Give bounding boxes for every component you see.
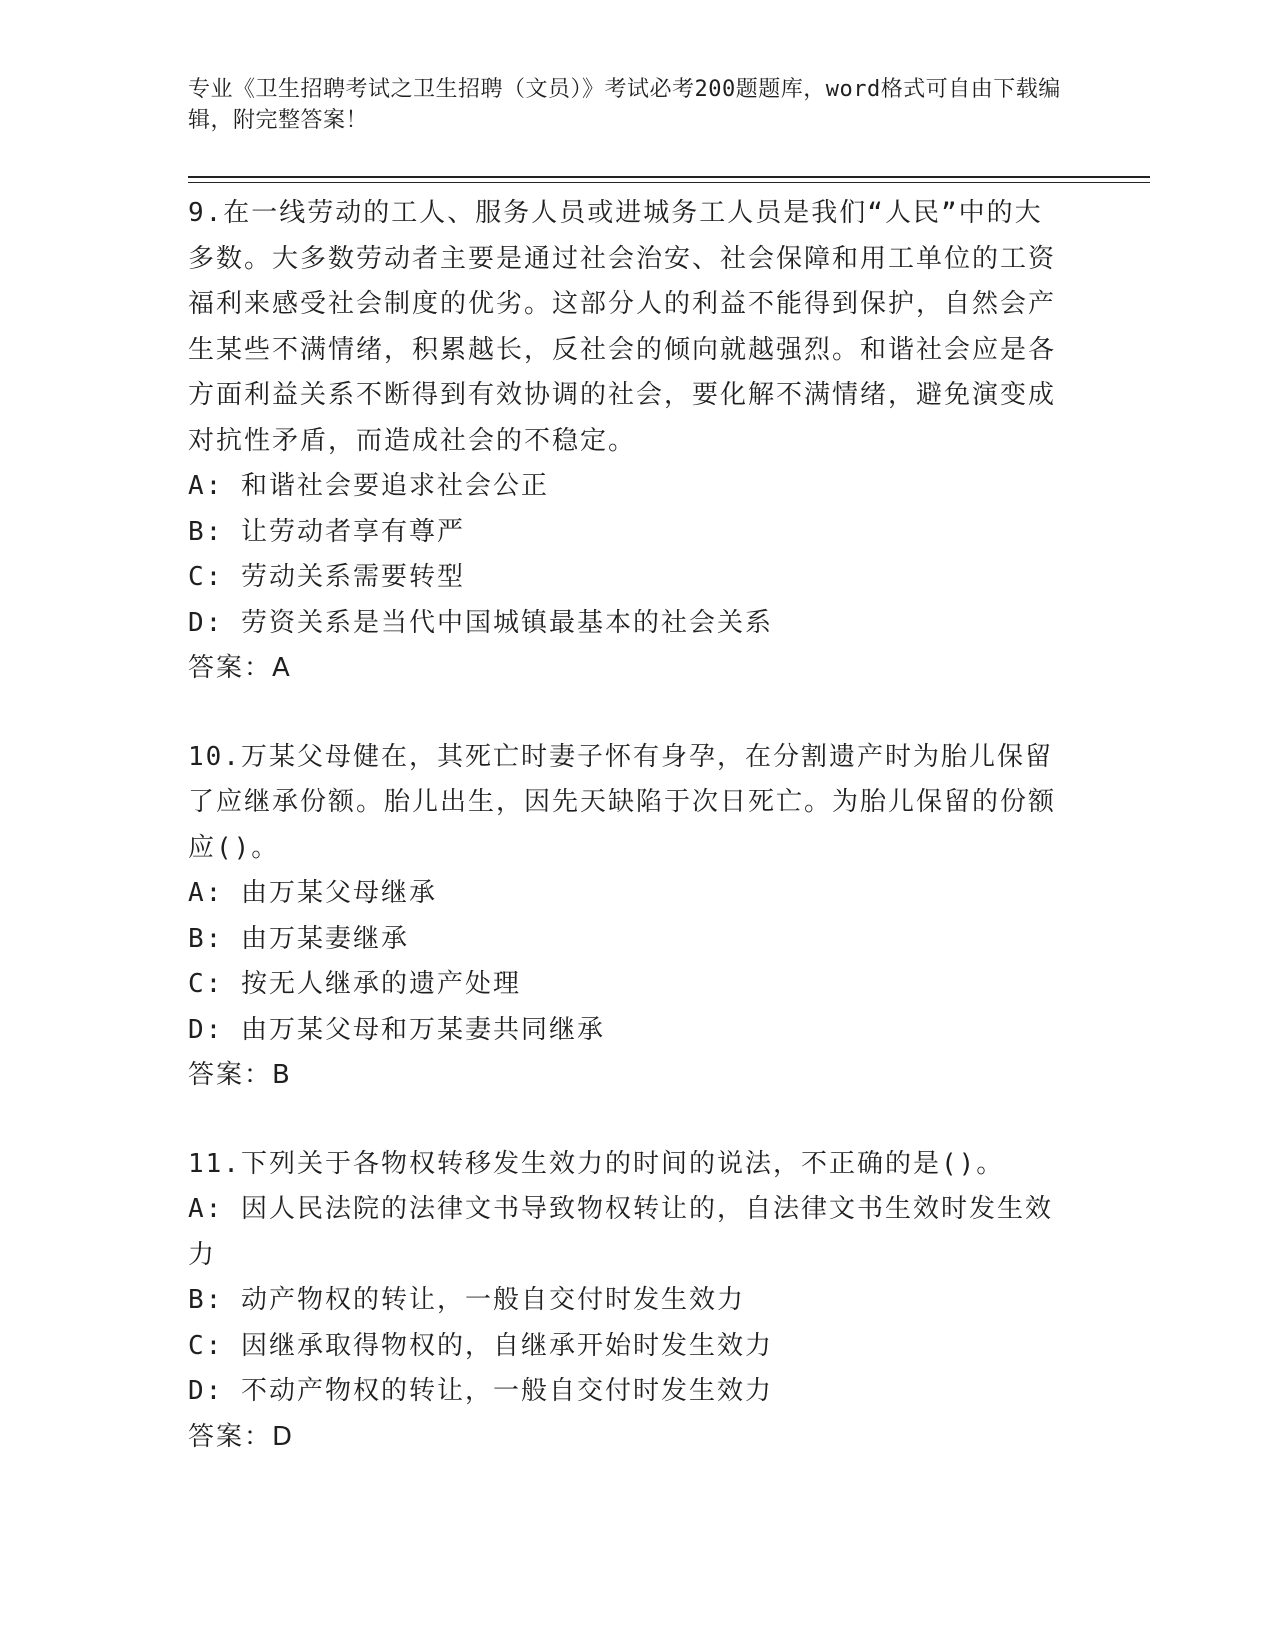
option-c: C: 因继承取得物权的，自继承开始时发生效力 <box>188 1330 773 1361</box>
question-stem: 10.万某父母健在，其死亡时妻子怀有身孕，在分割遗产时为胎儿保留了应继承份额。胎儿出生，因先天缺陷于次日死亡。为胎儿保留的份额应()。 <box>188 741 1057 863</box>
answer: 答案：D <box>188 1421 295 1452</box>
answer: 答案：A <box>188 653 292 683</box>
option-a: A: 由万某父母继承 <box>188 878 437 908</box>
answer: 答案：B <box>188 1060 292 1090</box>
question-stem: 9.在一线劳动的工人、服务人员或进城务工人员是我们“人民”中的大多数。大多数劳动者主要是通过社会治安、社会保障和用工单位的工资福利来感受社会制度的优劣。这部分人的利益不能得到保护，自然会产生某些不满情绪，积累越长，反社会的倾向就越强烈。和谐社会应是各方面利益关系不断得到有效协调的社会，要化解不满情绪，避免演变成对抗性矛盾，而造成社会的不稳定。 <box>188 198 1057 456</box>
question-spacer <box>188 1099 1068 1142</box>
option-a: A: 因人民法院的法律文书导致物权转让的，自法律文书生效时发生效力 <box>188 1194 1053 1270</box>
document-header: 专业《卫生招聘考试之卫生招聘（文员）》考试必考200题题库，word格式可自由下载编辑，附完整答案！ <box>188 77 1061 133</box>
question-11 <box>188 1142 1068 1461</box>
option-c: C: 按无人继承的遗产处理 <box>188 969 521 999</box>
option-a: A: 和谐社会要追求社会公正 <box>188 471 549 501</box>
option-d: D: 劳资关系是当代中国城镇最基本的社会关系 <box>188 607 773 638</box>
option-d: D: 不动产物权的转让，一般自交付时发生效力 <box>188 1376 773 1406</box>
option-d: D: 由万某父母和万某妻共同继承 <box>188 1014 605 1045</box>
question-spacer <box>188 692 1068 735</box>
option-b: B: 由万某妻继承 <box>188 923 409 954</box>
option-c: C: 劳动关系需要转型 <box>188 562 465 592</box>
question-9 <box>188 191 1068 692</box>
option-b: B: 让劳动者享有尊严 <box>188 516 465 547</box>
question-10 <box>188 735 1068 1099</box>
header-rule-thin <box>188 182 1150 183</box>
question-list <box>188 191 1068 1460</box>
question-stem: 11.下列关于各物权转移发生效力的时间的说法，不正确的是()。 <box>188 1148 1005 1179</box>
option-b: B: 动产物权的转让，一般自交付时发生效力 <box>188 1285 745 1315</box>
header-rule-thick <box>188 176 1150 178</box>
